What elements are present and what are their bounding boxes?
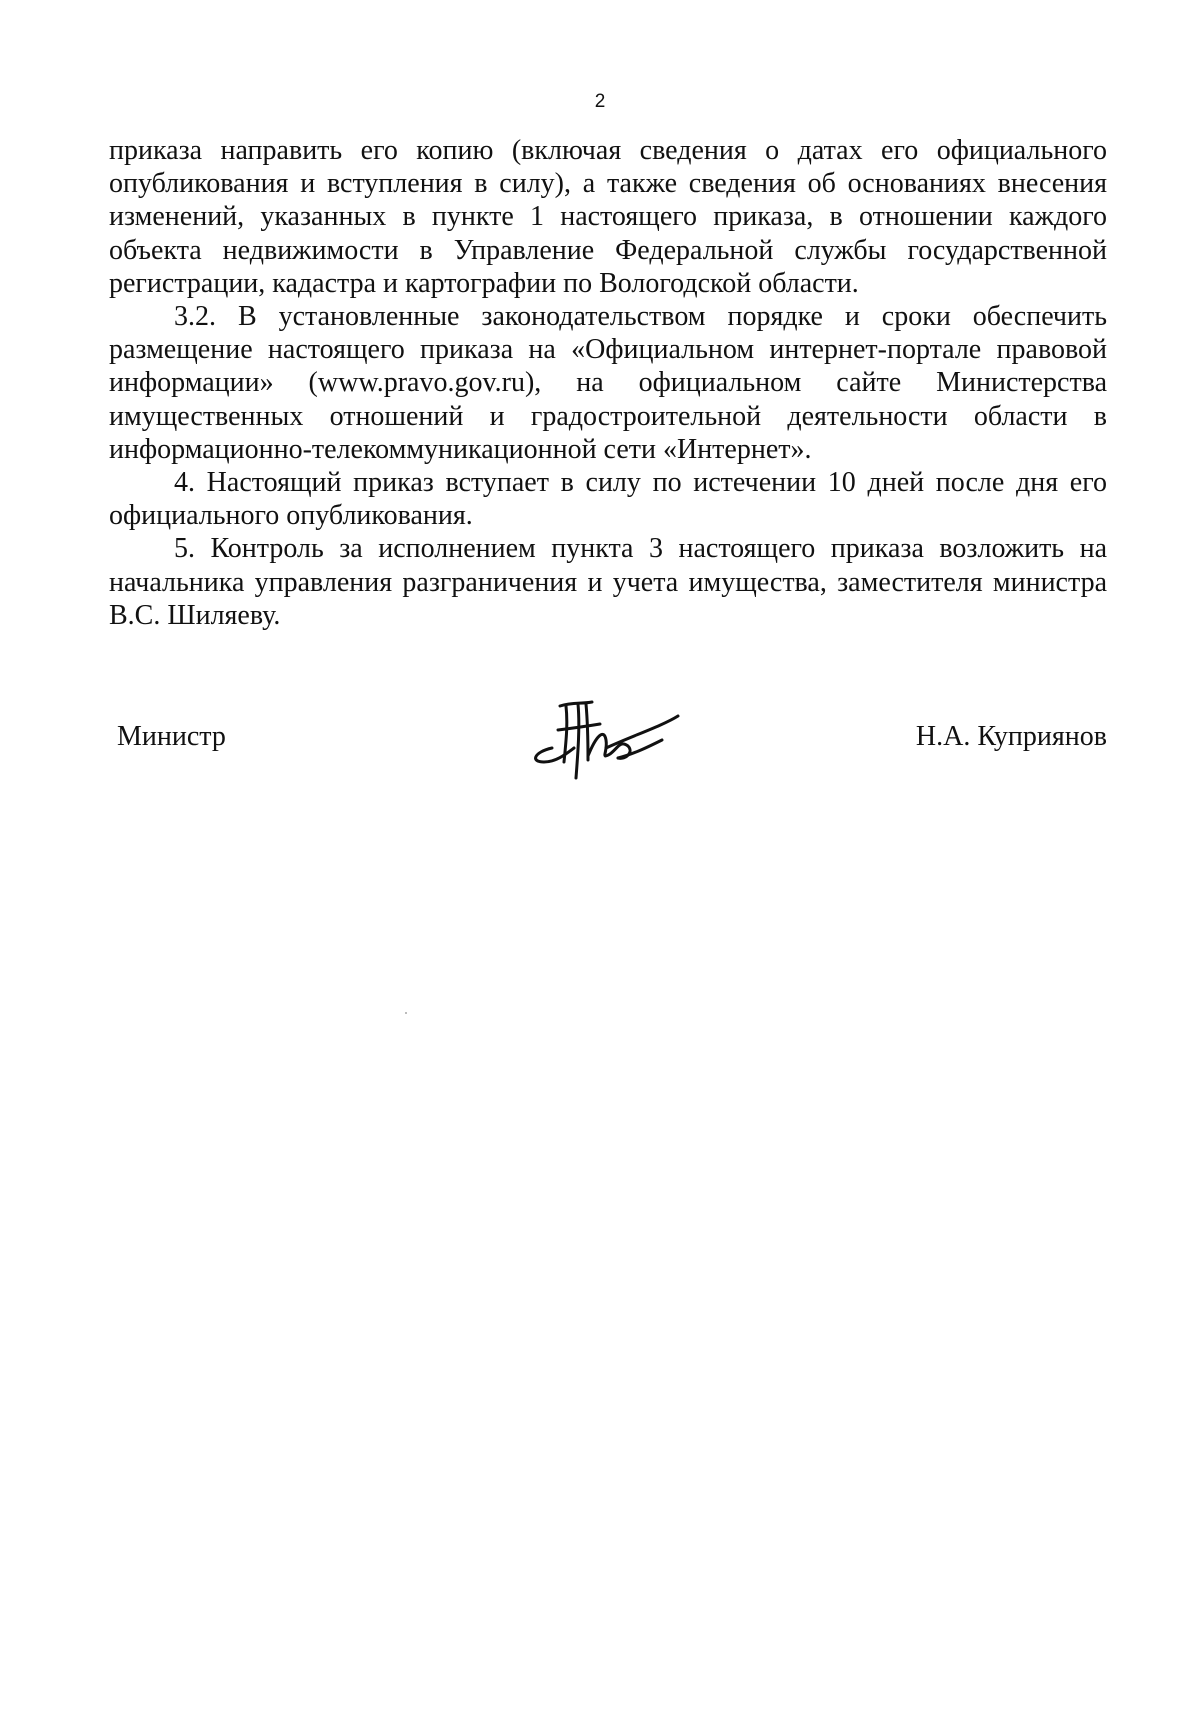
- handwritten-signature-icon: [522, 696, 682, 786]
- paragraph-continuation: приказа направить его копию (включая сведения о датах его официального опубликования и вступления в силу), а также сведения об основаниях внесения изменений, указанных в пункте 1 настоящего приказа, в отношении каждого объекта недвижимости в Управление Федеральной службы государственной регистрации, кадастра и картографии по Вологодской области.: [109, 135, 1107, 299]
- paragraph-5: 5. Контроль за исполнением пункта 3 настоящего приказа возложить на начальника управления разграничения и учета имущества, заместителя министра В.С. Шиляеву.: [109, 533, 1107, 631]
- signatory-name: Н.А. Куприянов: [915, 721, 1107, 752]
- paragraph-3-2: 3.2. В установленные законодательством порядке и сроки обеспечить размещение настоящего приказа на «Официальном интернет-портале правовой информации» (www.pravo.gov.ru), на официальном сайте Министерства имущественных отношений и градостроительной деятельности области в информационно-телекоммуникационной сети «Интернет».: [109, 301, 1107, 465]
- paragraph-4: 4. Настоящий приказ вступает в силу по истечении 10 дней после дня его официального опубликования.: [109, 467, 1107, 532]
- document-body: [109, 134, 1107, 632]
- signature-block: [117, 700, 1107, 790]
- scan-dot: [405, 1012, 407, 1014]
- page-number: 2: [594, 91, 606, 112]
- signatory-title: Министр: [117, 721, 226, 752]
